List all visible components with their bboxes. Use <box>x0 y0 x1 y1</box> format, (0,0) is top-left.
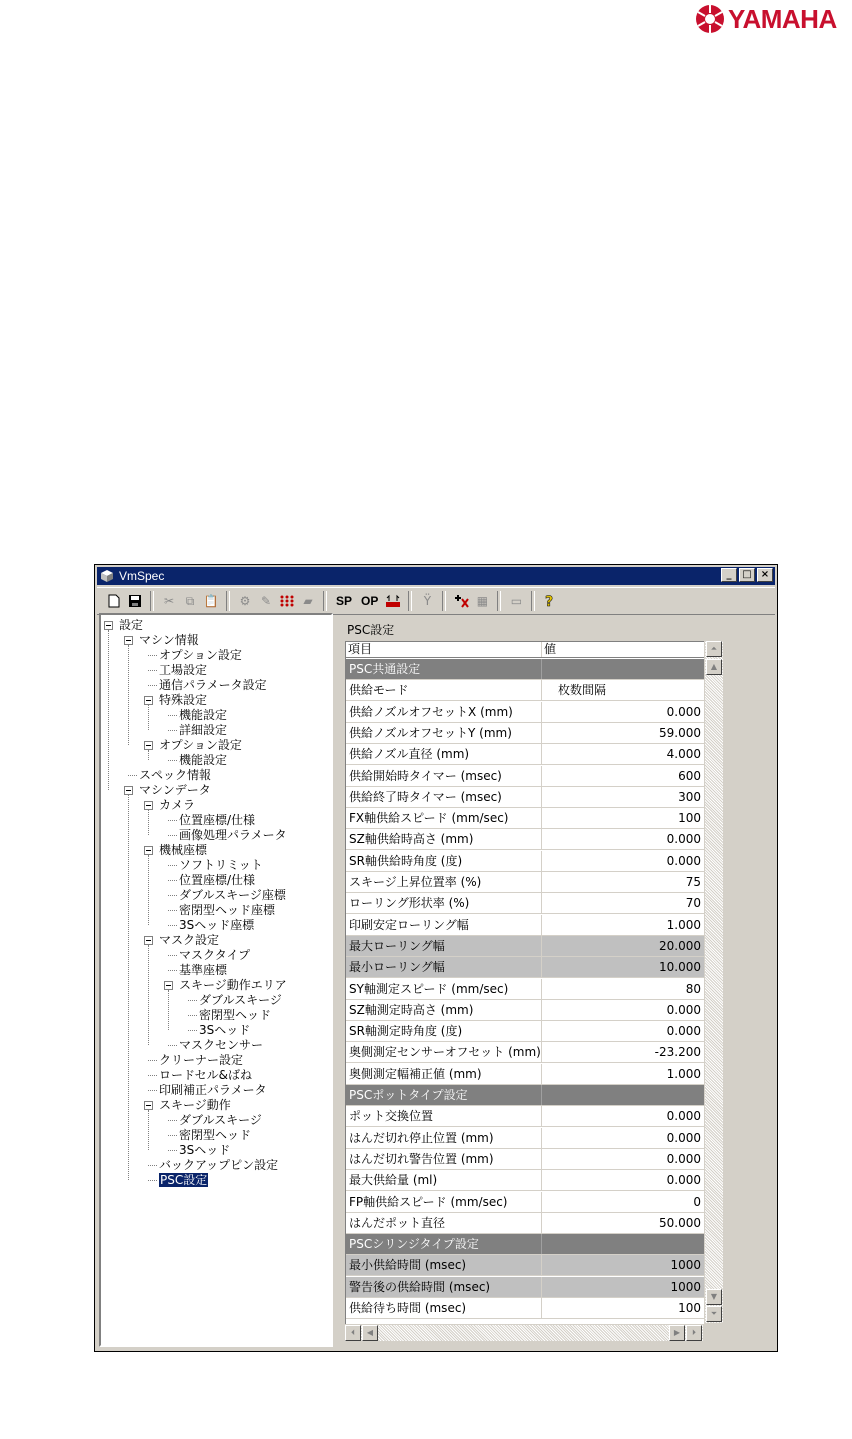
row-value[interactable]: 20.000 <box>542 936 704 956</box>
row-value[interactable]: 0.000 <box>666 1002 701 1017</box>
table-row[interactable] <box>346 787 704 808</box>
tree-collapse-icon[interactable] <box>144 696 153 705</box>
tree-item[interactable]: 詳細設定 <box>179 723 228 737</box>
table-row[interactable] <box>346 1000 704 1021</box>
row-label: SZ軸供給時高さ (mm) <box>346 829 542 849</box>
row-value[interactable]: 75 <box>685 875 701 889</box>
tree-item[interactable]: バックアップピン設定 <box>159 1158 279 1172</box>
tree-item[interactable]: カメラ <box>159 798 196 812</box>
tree-item[interactable]: ダブルスキージ <box>179 1113 262 1127</box>
table-row[interactable] <box>346 979 704 1000</box>
tuning-fork-emblem-icon <box>694 3 726 35</box>
logo-text: YAMAHA <box>728 3 837 34</box>
row-label: SZ軸測定時高さ (mm) <box>346 1000 542 1020</box>
tree-collapse-icon[interactable] <box>144 846 153 855</box>
title-bar[interactable] <box>97 567 775 585</box>
row-label: SR軸測定時角度 (度) <box>346 1021 542 1041</box>
row-value[interactable]: 1000 <box>542 1255 704 1275</box>
row-value[interactable]: 100 <box>678 811 701 826</box>
vertical-scrollbar[interactable] <box>705 641 723 1323</box>
save-icon[interactable] <box>126 592 144 610</box>
table-row[interactable] <box>346 1298 704 1319</box>
row-value <box>542 659 704 679</box>
tree-item[interactable]: スペック情報 <box>139 768 212 782</box>
row-value[interactable]: 10.000 <box>542 957 704 977</box>
table-row[interactable] <box>346 766 704 787</box>
app-cube-icon <box>99 569 115 583</box>
tree-item[interactable]: 画像処理パラメータ <box>179 828 287 842</box>
row-label: 最小供給時間 (msec) <box>346 1255 542 1275</box>
table-row[interactable] <box>346 872 704 893</box>
tree-item[interactable]: 機械座標 <box>159 843 208 857</box>
row-value[interactable]: 70 <box>685 896 701 911</box>
tree-item[interactable]: スキージ動作 <box>159 1098 231 1112</box>
tree-item[interactable]: 3Sヘッド <box>179 1143 231 1157</box>
scroll-down-icon[interactable]: ▼ <box>706 1289 722 1305</box>
paste-icon[interactable]: 📋 <box>203 594 219 608</box>
row-value[interactable]: 枚数間隔 <box>558 683 607 698</box>
tree-item[interactable]: マシン情報 <box>139 633 199 647</box>
table-row[interactable] <box>346 723 704 744</box>
row-label: 供給ノズル直径 (mm) <box>346 744 542 764</box>
filter-icon[interactable]: Ÿ <box>423 594 432 608</box>
table-row[interactable] <box>346 1064 704 1085</box>
tree-item[interactable]: 機能設定 <box>179 708 228 722</box>
row-value[interactable]: 0.000 <box>666 853 701 868</box>
scroll-first-icon[interactable]: ⏴ <box>345 1325 361 1341</box>
row-value[interactable]: 1.000 <box>666 917 701 932</box>
screen-icon[interactable]: ▰ <box>303 594 313 608</box>
row-label: PSCポットタイプ設定 <box>346 1085 542 1105</box>
row-label: FX軸供給スピード (mm/sec) <box>346 808 542 828</box>
row-value[interactable]: 80 <box>685 981 701 996</box>
row-value[interactable]: 0.000 <box>666 1130 701 1145</box>
tree-collapse-icon[interactable] <box>124 786 133 795</box>
row-value[interactable]: 59.000 <box>659 725 701 740</box>
row-value[interactable]: 0.000 <box>666 1024 701 1039</box>
row-value[interactable]: 0.000 <box>666 1109 701 1124</box>
tree-item[interactable]: 密閉型ヘッド <box>199 1008 272 1022</box>
table-row[interactable] <box>346 1106 704 1127</box>
row-value[interactable]: 4.000 <box>666 747 701 762</box>
row-value[interactable]: 0.000 <box>666 1173 701 1188</box>
tree-item[interactable]: 特殊設定 <box>159 693 208 707</box>
tree-item[interactable]: オプション設定 <box>159 648 242 662</box>
tree-item[interactable]: 3Sヘッド座標 <box>179 918 255 932</box>
scroll-left-icon[interactable]: ◀ <box>362 1325 378 1341</box>
tree-item[interactable]: 基準座標 <box>179 963 228 977</box>
svg-text:?: ? <box>545 594 554 609</box>
row-label: スキージ上昇位置率 (%) <box>346 872 542 892</box>
row-value[interactable]: 1.000 <box>666 1066 701 1081</box>
vmspec-window <box>94 564 778 1352</box>
tree-item[interactable]: 印刷補正パラメータ <box>159 1083 267 1097</box>
row-value[interactable]: 50.000 <box>659 1215 701 1230</box>
row-label: 最大供給量 (ml) <box>346 1170 542 1190</box>
tree-item[interactable]: ロードセル&ばね <box>159 1068 252 1082</box>
table-row[interactable] <box>346 1128 704 1149</box>
scroll-up-icon[interactable]: ▲ <box>706 659 722 675</box>
scroll-top-icon[interactable]: ⏶ <box>706 641 722 657</box>
table-row[interactable] <box>346 702 704 723</box>
tree-item[interactable]: マスク設定 <box>159 933 220 947</box>
row-label: 印刷安定ローリング幅 <box>346 915 542 935</box>
transfer-icon[interactable] <box>384 592 402 610</box>
row-value[interactable]: 1000 <box>542 1277 704 1297</box>
row-value[interactable]: 100 <box>678 1301 701 1315</box>
table-row[interactable] <box>346 915 704 936</box>
row-value[interactable]: 600 <box>678 768 701 783</box>
row-label: 最小ローリング幅 <box>346 957 542 977</box>
tree-item[interactable]: 機能設定 <box>179 753 228 767</box>
tree-collapse-icon[interactable] <box>104 621 113 630</box>
disconnect-icon[interactable] <box>452 592 470 610</box>
row-label: 供給待ち時間 (msec) <box>346 1298 542 1318</box>
column-header-value: 値 <box>544 642 557 656</box>
gear-tool-icon[interactable]: ⚙ <box>239 594 251 608</box>
table-row[interactable] <box>346 1021 704 1042</box>
row-label: 供給ノズルオフセットX (mm) <box>346 702 542 722</box>
toolbar <box>97 587 775 615</box>
tree-item[interactable]: マスクセンサー <box>179 1038 264 1052</box>
row-label: FP軸供給スピード (mm/sec) <box>346 1192 542 1212</box>
yamaha-logo <box>694 2 850 36</box>
sp-button[interactable]: SP <box>336 594 353 608</box>
horizontal-scrollbar[interactable] <box>345 1325 703 1341</box>
tree-collapse-icon[interactable] <box>144 801 153 810</box>
row-label: ローリング形状率 (%) <box>346 893 542 913</box>
tree-item[interactable]: オプション設定 <box>159 738 242 752</box>
tree-item[interactable]: PSC設定 <box>160 1173 208 1187</box>
table-row[interactable] <box>346 1042 704 1063</box>
tree-collapse-icon[interactable] <box>144 741 153 750</box>
table-row[interactable] <box>346 808 704 829</box>
tree-item[interactable]: 設定 <box>119 618 144 632</box>
tree-item[interactable]: ダブルスキージ座標 <box>179 888 286 902</box>
table-row[interactable] <box>346 1149 704 1170</box>
tree-item[interactable]: スキージ動作エリア <box>179 978 287 992</box>
section-row <box>346 1085 704 1106</box>
row-label: 供給開始時タイマー (msec) <box>346 766 542 786</box>
row-value <box>542 1085 704 1105</box>
scroll-right-icon[interactable]: ▶ <box>669 1325 685 1341</box>
tree-item[interactable]: 工場設定 <box>159 663 208 677</box>
tree-item[interactable]: 密閉型ヘッド <box>179 1128 252 1142</box>
tree-item[interactable]: マスクタイプ <box>179 948 251 962</box>
row-label: はんだポット直径 <box>346 1213 542 1233</box>
row-value[interactable]: 0.000 <box>666 704 701 719</box>
tree-item[interactable]: 位置座標/仕様 <box>179 873 256 887</box>
cut-icon[interactable]: ✂ <box>163 594 175 608</box>
settings-tree[interactable] <box>99 613 333 1347</box>
table-row[interactable] <box>346 1277 704 1298</box>
row-value[interactable]: 0.000 <box>666 832 701 847</box>
tree-collapse-icon[interactable] <box>144 1101 153 1110</box>
row-label: 奥側測定センサーオフセット (mm) <box>346 1042 542 1062</box>
table-row[interactable] <box>346 1192 704 1213</box>
window-title: VmSpec <box>119 569 165 583</box>
tree-item[interactable]: 位置座標/仕様 <box>179 813 256 827</box>
chip-icon[interactable]: ▦ <box>476 594 489 608</box>
table-row[interactable] <box>346 1255 704 1276</box>
row-label: PSC共通設定 <box>346 659 542 679</box>
maximize-button[interactable]: □ <box>739 568 755 582</box>
row-value[interactable]: 0 <box>693 1194 701 1209</box>
tree-collapse-icon[interactable] <box>144 936 153 945</box>
tree-item[interactable]: 通信パラメータ設定 <box>159 678 267 692</box>
scroll-last-icon[interactable]: ⏵ <box>686 1325 702 1341</box>
scroll-bottom-icon[interactable]: ⏷ <box>706 1306 722 1322</box>
tree-item[interactable]: ダブルスキージ <box>199 993 282 1007</box>
dots-grid-icon[interactable] <box>278 592 296 610</box>
row-label: 供給終了時タイマー (msec) <box>346 787 542 807</box>
row-value[interactable]: 300 <box>678 789 701 804</box>
row-label: 警告後の供給時間 (msec) <box>346 1277 542 1297</box>
row-label: はんだ切れ停止位置 (mm) <box>346 1128 542 1148</box>
copy-icon[interactable]: ⧉ <box>185 593 195 608</box>
tree-collapse-icon[interactable] <box>164 981 173 990</box>
row-label: 供給モード <box>346 680 542 700</box>
section-row <box>346 1234 704 1255</box>
row-value[interactable]: -23.200 <box>654 1045 701 1060</box>
row-label: ポット交換位置 <box>346 1106 542 1126</box>
tree-item[interactable]: 3Sヘッド <box>199 1023 251 1037</box>
table-row[interactable] <box>346 744 704 765</box>
panel-title: PSC設定 <box>347 623 395 637</box>
table-row[interactable] <box>346 851 704 872</box>
row-label: 最大ローリング幅 <box>346 936 542 956</box>
new-file-icon[interactable] <box>105 592 123 610</box>
property-grid <box>345 641 704 1324</box>
grid-header <box>346 642 704 658</box>
column-header-item: 項目 <box>346 642 542 657</box>
bar-icon[interactable]: ▭ <box>510 594 523 608</box>
close-button[interactable]: × <box>757 568 773 582</box>
wrench-icon[interactable]: ✎ <box>260 594 272 608</box>
help-icon[interactable] <box>541 592 559 610</box>
table-row[interactable] <box>346 1213 704 1234</box>
tree-item[interactable]: クリーナー設定 <box>159 1053 244 1067</box>
tree-item[interactable]: 密閉型ヘッド座標 <box>179 903 276 917</box>
tree-collapse-icon[interactable] <box>124 636 133 645</box>
row-label: SY軸測定スピード (mm/sec) <box>346 979 542 999</box>
row-label: はんだ切れ警告位置 (mm) <box>346 1149 542 1169</box>
section-row <box>346 659 704 680</box>
minimize-button[interactable]: _ <box>721 568 737 582</box>
row-label: 奥側測定幅補正値 (mm) <box>346 1064 542 1084</box>
tree-item[interactable]: マシンデータ <box>139 783 211 797</box>
table-row[interactable] <box>346 893 704 914</box>
row-value[interactable]: 0.000 <box>666 1151 701 1166</box>
tree-item[interactable]: ソフトリミット <box>179 858 263 872</box>
table-row[interactable] <box>346 829 704 850</box>
table-row[interactable] <box>346 957 704 978</box>
row-value <box>542 1234 704 1254</box>
table-row[interactable] <box>346 1170 704 1191</box>
row-label: SR軸供給時角度 (度) <box>346 851 542 871</box>
table-row[interactable] <box>346 936 704 957</box>
op-button[interactable]: OP <box>361 594 379 608</box>
table-row[interactable] <box>346 680 704 701</box>
row-label: 供給ノズルオフセットY (mm) <box>346 723 542 743</box>
row-label: PSCシリンジタイプ設定 <box>346 1234 542 1254</box>
